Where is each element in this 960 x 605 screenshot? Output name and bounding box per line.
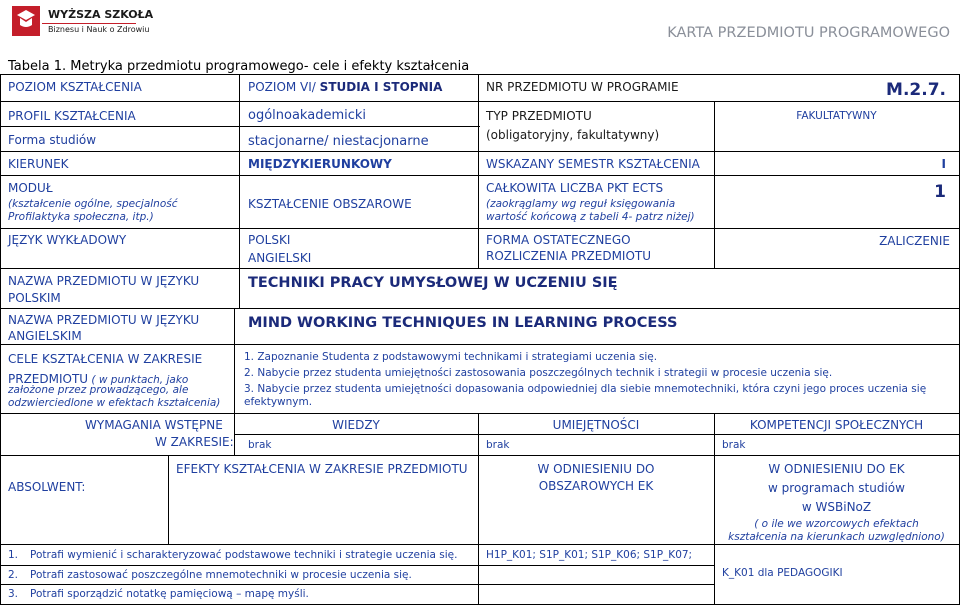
- semester-value: I: [941, 157, 946, 171]
- rule: [239, 74, 240, 308]
- ects-sub-1: (zaokrąglamy wg reguł księgowania: [486, 198, 676, 210]
- goal-item: efektywnym.: [244, 396, 313, 408]
- req-value-skills: brak: [486, 439, 510, 451]
- name-en-label-1: NAZWA PRZEDMIOTU W JĘZYKU: [8, 313, 200, 327]
- logo-name: WYŻSZA SZKOŁA: [48, 8, 154, 21]
- name-pl-value: TECHNIKI PRACY UMYSŁOWEJ W UCZENIU SIĘ: [248, 275, 618, 291]
- profile-label: PROFIL KSZTAŁCENIA: [8, 109, 136, 123]
- course-type-value: FAKULTATYWNY: [796, 110, 877, 122]
- area-ref-header-2: OBSZAROWYCH EK: [538, 479, 654, 493]
- req-col-knowledge: WIEDZY: [332, 418, 380, 432]
- goals-label-4: odzwierciedlone w efektach kształcenia): [8, 397, 221, 409]
- goals-label-3: założone przez prowadzącego, ale: [8, 384, 189, 396]
- name-pl-label-1: NAZWA PRZEDMIOTU W JĘZYKU: [8, 274, 200, 288]
- school-logo: [12, 4, 154, 42]
- goal-item: 3. Nabycie przez studenta umiejętności dopasowania odpowiedniej dla siebie mnemotechniki, która czyni jego proces uczenia się: [244, 383, 927, 395]
- req-value-knowledge: brak: [248, 439, 272, 451]
- settlement-value: ZALICZENIE: [879, 234, 950, 248]
- profile-value: ogólnoakademicki: [248, 108, 367, 123]
- effect-row: [8, 588, 309, 601]
- language-value-2: ANGIELSKI: [248, 251, 312, 265]
- semester-label: WSKAZANY SEMESTR KSZTAŁCENIA: [486, 157, 700, 171]
- requirements-label-1: WYMAGANIA WSTĘPNE: [85, 418, 223, 432]
- rule: [0, 455, 960, 456]
- program-ref-value: K_K01 dla PEDAGOGIKI: [722, 567, 843, 579]
- graduate-label: ABSOLWENT:: [8, 480, 86, 494]
- rule: [0, 584, 714, 585]
- rule: [0, 565, 714, 566]
- req-col-skills: UMIEJĘTNOŚCI: [552, 418, 640, 432]
- rule: [0, 126, 480, 127]
- effect-text: Potrafi wymienić i scharakteryzować podstawowe techniki i strategie uczenia się.: [30, 549, 458, 561]
- course-type-label: TYP PRZEDMIOTU: [486, 109, 592, 123]
- rule: [0, 268, 960, 269]
- name-en-value: MIND WORKING TECHNIQUES IN LEARNING PROCESS: [248, 315, 678, 331]
- study-form-label: Forma studiów: [8, 133, 97, 147]
- rule: [234, 308, 235, 455]
- requirements-label-2: W ZAKRESIE:: [155, 435, 234, 449]
- goal-item: 1. Zapoznanie Studenta z podstawowymi technikami i strategiami uczenia się.: [244, 351, 658, 363]
- rule: [478, 413, 479, 604]
- goals-label-2-italic: ( w punktach, jako: [88, 374, 189, 386]
- area-ref-value: H1P_K01; S1P_K01; S1P_K06; S1P_K07;: [486, 549, 693, 561]
- goals-label-2-main: PRZEDMIOTU: [8, 372, 89, 386]
- rule: [0, 413, 960, 414]
- name-en-label-2: ANGIELSKIM: [8, 329, 82, 343]
- name-pl-label-2: POLSKIM: [8, 291, 61, 305]
- program-ref-header-2: w programach studiów: [768, 481, 905, 495]
- language-value-1: POLSKI: [248, 233, 291, 247]
- rule: [234, 434, 959, 435]
- program-ref-note-2: kształcenia na kierunkach uzwględniono): [728, 531, 945, 543]
- level-value-prefix: POZIOM VI/: [248, 80, 320, 94]
- logo-shield-icon: [12, 6, 40, 36]
- module-sub-1: (kształcenie ogólne, specjalność: [8, 198, 178, 210]
- rule: [168, 455, 169, 544]
- settlement-label-1: FORMA OSTATECZNEGO: [486, 233, 631, 247]
- logo-divider: [42, 23, 136, 24]
- table-title: Tabela 1. Metryka przedmiotu programowego- cele i efekty kształcenia: [8, 59, 470, 74]
- rule: [0, 344, 960, 345]
- effect-num: 1.: [8, 549, 19, 561]
- req-col-competences: KOMPETENCJI SPOŁECZNYCH: [749, 418, 924, 432]
- level-value-bold: STUDIA I STOPNIA: [319, 80, 443, 94]
- rule: [0, 151, 960, 152]
- ects-sub-2: wartość końcową z tabeli 4- patrz niżej): [486, 211, 695, 223]
- course-number-label: NR PRZEDMIOTU W PROGRAMIE: [486, 80, 679, 94]
- course-type-sub: (obligatoryjny, fakultatywny): [486, 128, 660, 142]
- ects-value: 1: [934, 182, 946, 202]
- rule: [478, 74, 479, 268]
- effect-row: [8, 549, 457, 562]
- language-label: JĘZYK WYKŁADOWY: [8, 233, 127, 247]
- field-label: KIERUNEK: [8, 157, 69, 171]
- area-ref-header-1: W ODNIESIENIU DO: [537, 462, 655, 476]
- rule: [0, 101, 960, 102]
- logo-subtitle: Biznesu i Nauk o Zdrowiu: [48, 25, 150, 34]
- program-ref-note-1: ( o ile we wzorcowych efektach: [754, 518, 919, 530]
- course-number-value: M.2.7.: [886, 80, 946, 100]
- program-ref-header-3: w WSBiNoZ: [801, 500, 872, 514]
- program-ref-header-1: W ODNIESIENIU DO EK: [768, 462, 905, 476]
- effect-num: 2.: [8, 569, 19, 581]
- field-value: MIĘDZYKIERUNKOWY: [248, 157, 392, 171]
- module-label: MODUŁ: [8, 181, 53, 195]
- effect-text: Potrafi zastosować poszczególne mnemotechniki w procesie uczenia się.: [30, 569, 412, 581]
- ects-label: CAŁKOWITA LICZBA PKT ECTS: [486, 181, 664, 195]
- effect-text: Potrafi sporządzić notatkę pamięciową – mapę myśli.: [30, 588, 309, 600]
- level-label: POZIOM KSZTAŁCENIA: [8, 80, 142, 94]
- effects-header: EFEKTY KSZTAŁCENIA W ZAKRESIE PRZEDMIOTU: [176, 462, 468, 476]
- rule: [0, 74, 1, 605]
- req-value-competences: brak: [722, 439, 746, 451]
- study-form-value: stacjonarne/ niestacjonarne: [248, 134, 429, 149]
- effect-row: [8, 569, 412, 582]
- effect-num: 3.: [8, 588, 19, 600]
- settlement-label-2: ROZLICZENIA PRZEDMIOTU: [486, 249, 652, 263]
- module-value: KSZTAŁCENIE OBSZAROWE: [248, 197, 412, 211]
- module-sub-2: Profilaktyka społeczna, itp.): [8, 211, 154, 223]
- rule: [0, 74, 960, 75]
- rule: [0, 175, 960, 176]
- rule: [0, 544, 960, 545]
- document-title: KARTA PRZEDMIOTU PROGRAMOWEGO: [667, 25, 950, 41]
- level-value: [248, 80, 442, 94]
- rule: [0, 308, 960, 309]
- rule: [0, 228, 960, 229]
- goals-label-1: CELE KSZTAŁCENIA W ZAKRESIE: [8, 352, 203, 366]
- goal-item: 2. Nabycie przez studenta umiejętności zastosowania poszczególnych technik i strategii w procesie uczenia się.: [244, 367, 833, 379]
- rule: [714, 101, 715, 268]
